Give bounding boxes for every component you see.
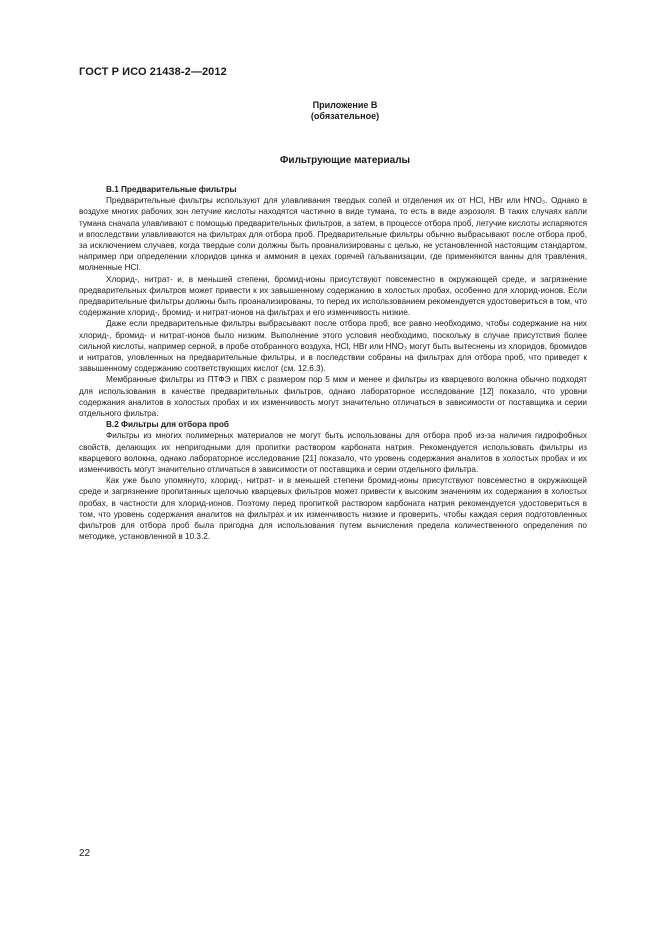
paragraph: Мембранные фильтры из ПТФЭ и ПВХ с размером пор 5 мкм и менее и фильтры из кварцевого волокна обычно подходят для использования в качестве предварительных фильтров, однако лабораторное исследование [12] показало, что уровни содержания аналитов в холостых пробах и их изменчивость могут значительно отличаться в зависимости от поставщика и серии отдельного фильтра. bbox=[79, 375, 587, 419]
paragraph: Даже если предварительные фильтры выбрасывают после отбора проб, все равно необходимо, чтобы содержание на них хлорид-, бромид- и нитрат-ионов было низким. Выполнение этого условия необходимо, поскольку в случае присутствия более сильной кислоты, например серной, в пробе отобранного воздуха, HCl, HBr или HNO₃ могут быть вытеснены из хлоридов, бромидов и нитратов, уловленных на предварительные фильтры, и в последствии собраны на фильтрах для отбора проб, что приведет к завышенному содержанию соответствующих кислот (см. 12.6.3). bbox=[79, 319, 587, 374]
annex-title: Приложение В bbox=[312, 100, 378, 110]
document-id-header: ГОСТ Р ИСО 21438-2—2012 bbox=[79, 66, 227, 78]
subsection-heading-b1: В.1 Предварительные фильтры bbox=[106, 185, 237, 194]
document-body bbox=[79, 184, 587, 543]
paragraph: Фильтры из многих полимерных материалов не могут быть использованы для отбора проб из-за наличия гидрофобных свойств, делающих их непригодными для пропитки раствором карбоната натрия. Рекомендуется использовать фильтры из кварцевого волокна, однако лабораторное исследование [21] показало, что уровень содержания аналитов в холостых пробах и их изменчивость могут значительно отличаться в зависимости от поставщика и серии отдельного фильтра. bbox=[79, 431, 587, 475]
paragraph: Как уже было упомянуто, хлорид-, нитрат- и в меньшей степени бромид-ионы присутствуют повсеместно в окружающей среде и загрязнение пропитанных щелочью кварцевых фильтров может привести к высоким значениям их содержания в холостых пробах, в частности для хлорид-ионов. Поэтому перед пропиткой раствором карбоната натрия рекомендуется удостовериться в том, что уровень содержания аналитов на фильтрах и их изменчивость низкие и проверить, чтобы каждая серия подготовленных фильтров для отбора проб была пригодна для использования путем вычисления предела количественного определения по методике, установленной в 10.3.2. bbox=[79, 476, 587, 542]
annex-status: (обязательное) bbox=[310, 111, 380, 121]
annex-label bbox=[262, 100, 428, 122]
page-number: 22 bbox=[79, 848, 91, 859]
subsection-heading-b2: В.2 Фильтры для отбора проб bbox=[106, 420, 229, 430]
section-title: Фильтрующие материалы bbox=[279, 155, 411, 166]
paragraph: Предварительные фильтры используют для улавливания твердых солей и отделения их от HCl, HBr или HNO₃. Однако в воздухе многих рабочих зон летучие кислоты находятся частично в виде тумана, то есть в виде аэрозоля. В таких случаях капли тумана сначала улавливают с помощью предварительных фильтров, а затем, в процессе отбора проб, летучие кислоты испаряются и впоследствии улавливаются на фильтрах для отбора проб. Предварительные фильтры обычно выбрасывают после отбора проб, за исключением случаев, когда твердые соли должны быть проанализированы с целью, не установленной настоящим стандартом, например при определении хлоридов цинка и аммония в цехах горячей гальванизации, где применяются ванны для травления, молненные HCl. bbox=[79, 196, 587, 273]
paragraph: Хлорид-, нитрат- и, в меньшей степени, бромид-ионы присутствуют повсеместно в окружающей среде, и загрязнение предварительных фильтров может привести к их завышенному содержанию в холостых пробах, особенно для хлорид-ионов. Если предварительные фильтры должны быть проанализированы, то перед их использованием рекомендуется удостовериться в том, что содержание хлорид-, бромид- и нитрат-ионов на фильтрах и его изменчивость низкие. bbox=[79, 274, 587, 318]
